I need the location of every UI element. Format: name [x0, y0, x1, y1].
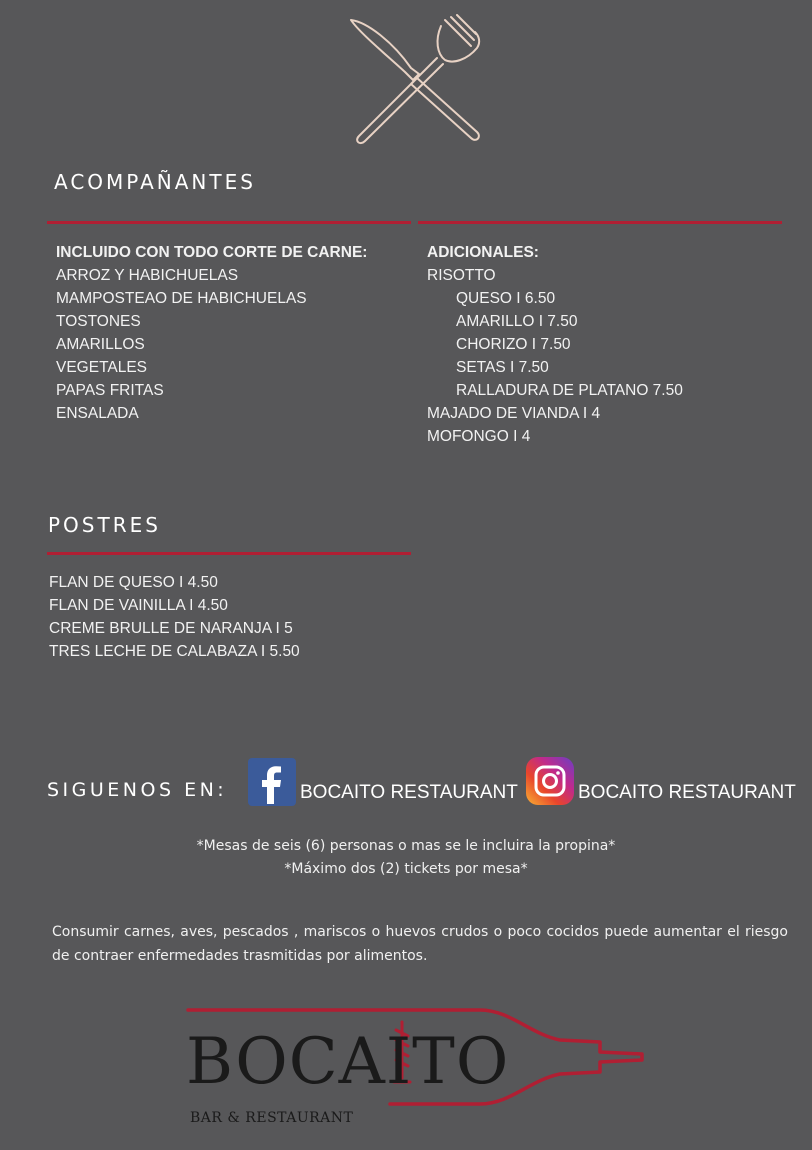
list-item: SETAS I 7.50 [456, 359, 549, 376]
logo-name: BOCAITO [186, 1025, 510, 1099]
instagram-icon[interactable] [525, 756, 575, 806]
list-item: CHORIZO I 7.50 [456, 336, 571, 353]
list-item: CREME BRULLE DE NARANJA I 5 [49, 620, 293, 637]
list-item: AMARILLO I 7.50 [456, 313, 578, 330]
logo-tagline: BAR & RESTAURANT [190, 1110, 354, 1126]
social-label: SIGUENOS EN: [47, 779, 228, 801]
list-item: TOSTONES [56, 313, 141, 330]
additional-title: ADICIONALES: [427, 244, 539, 261]
divider-right [418, 221, 782, 224]
list-item: MAJADO DE VIANDA I 4 [427, 405, 601, 422]
postres-list [49, 571, 300, 663]
additional-sides-list [427, 241, 683, 448]
list-item: RISOTTO [427, 267, 496, 284]
list-item: QUESO I 6.50 [456, 290, 556, 307]
acompanantes-heading: ACOMPAÑANTES [54, 170, 256, 194]
list-item: PAPAS FRITAS [56, 382, 164, 399]
list-item: ENSALADA [56, 405, 139, 422]
instagram-name[interactable]: BOCAITO RESTAURANT [578, 782, 796, 803]
divider-left [47, 221, 411, 224]
included-title: INCLUIDO CON TODO CORTE DE CARNE: [56, 244, 368, 261]
included-sides-list [56, 241, 367, 425]
list-item: ARROZ Y HABICHUELAS [56, 267, 239, 284]
list-item: FLAN DE QUESO I 4.50 [49, 574, 218, 591]
facebook-icon[interactable] [248, 758, 296, 806]
crossed-fork-knife-icon [345, 14, 487, 146]
divider-postres [47, 552, 411, 555]
note-tickets: *Máximo dos (2) tickets por mesa* [284, 861, 528, 877]
list-item: VEGETALES [56, 359, 148, 376]
note-propina: *Mesas de seis (6) personas o mas se le incluira la propina* [196, 838, 616, 854]
list-item: FLAN DE VAINILLA I 4.50 [49, 597, 228, 614]
list-item: RALLADURA DE PLATANO 7.50 [456, 382, 683, 399]
list-item: MOFONGO I 4 [427, 428, 531, 445]
facebook-name[interactable]: BOCAITO RESTAURANT [300, 782, 518, 803]
list-item: MAMPOSTEAO DE HABICHUELAS [56, 290, 307, 307]
list-item: TRES LECHE DE CALABAZA I 5.50 [49, 643, 300, 660]
food-safety-disclaimer: Consumir carnes, aves, pescados , mariscos o huevos crudos o poco cocidos puede aumentar el riesgo de contraer enfermedades trasmitidas por alimentos. [52, 924, 788, 964]
list-item: AMARILLOS [56, 336, 145, 353]
postres-heading: POSTRES [48, 513, 161, 537]
